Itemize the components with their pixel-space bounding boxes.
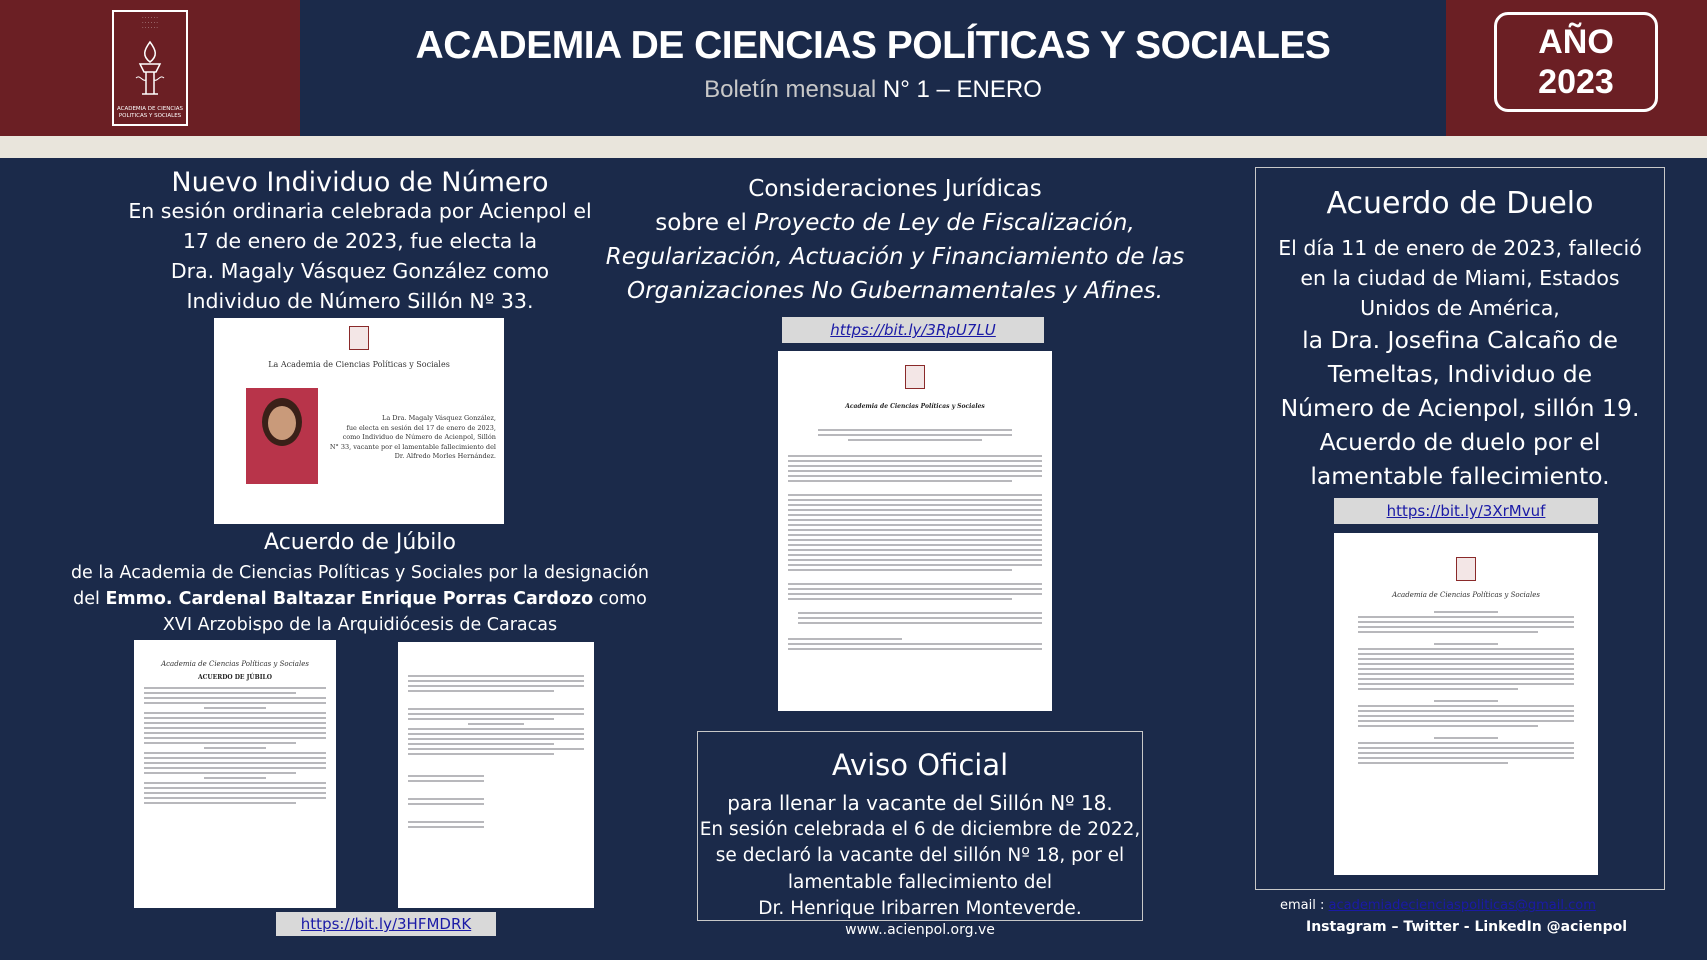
duelo-link[interactable]: https://bit.ly/3XrMvuf bbox=[1334, 498, 1598, 524]
crest-icon bbox=[1456, 557, 1476, 581]
nuevo-individuo-text: En sesión ordinaria celebrada por Acienpol el 17 de enero de 2023, fue electa la Dra. Magaly Vásquez González como Individuo de Número Sillón Nº 33. bbox=[128, 199, 592, 313]
duelo-title: Acuerdo de Duelo bbox=[1326, 186, 1594, 221]
jubilo-text: de la Academia de Ciencias Políticas y Sociales por la designación del Emmo. Cardenal Baltazar Enrique Porras Cardozo como XVI Arzobispo de la Arquidiócesis de Caracas bbox=[70, 563, 650, 635]
duelo-text-small: El día 11 de enero de 2023, falleció en la ciudad de Miami, Estados Unidos de América, bbox=[1278, 236, 1642, 320]
subtitle-number: N° 1 – bbox=[882, 76, 950, 103]
portrait-photo bbox=[246, 388, 318, 484]
aviso-title: Aviso Oficial bbox=[831, 748, 1009, 782]
divider-strip bbox=[0, 136, 1707, 158]
consideraciones-link[interactable]: https://bit.ly/3RpU7LU bbox=[782, 317, 1044, 343]
duelo-document: Academia de Ciencias Políticas y Sociales bbox=[1334, 533, 1598, 875]
duelo-text-large: la Dra. Josefina Calcaño de Temeltas, Individuo de Número de Acienpol, sillón 19. Acuerdo de duelo por el lamentable fallecimiento. bbox=[1280, 326, 1640, 490]
nuevo-individuo-card: La Academia de Ciencias Políticas y Sociales La Dra. Magaly Vásquez González, fue electa en sesión del 17 de enero de 2023, como Individuo de Número de Acienpol, Sillón N° 33, vacante por el lamentable fallecimiento del Dr. Alfredo Morles Hernández. bbox=[214, 318, 504, 524]
email-line bbox=[1280, 898, 1700, 913]
crest-icon bbox=[349, 326, 369, 350]
page-title: ACADEMIA DE CIENCIAS POLÍTICAS Y SOCIALES bbox=[415, 24, 1331, 67]
jubilo-document-page-1: Academia de Ciencias Políticas y Sociales ACUERDO DE JÚBILO bbox=[134, 640, 336, 908]
aviso-text: para llenar la vacante del Sillón Nº 18. En sesión celebrada el 6 de diciembre de 2022, se declaró la vacante del sillón Nº 18, por el lamentable fallecimiento del Dr. Henrique Iribarren Monteverde. bbox=[699, 791, 1141, 919]
subtitle-month: ENERO bbox=[956, 76, 1042, 103]
consideraciones-text: Consideraciones Jurídicas sobre el Proyecto de Ley de Fiscalización, Regularización, Actuación y Financiamiento de las Organizaciones No Gubernamentales y Afines. bbox=[605, 176, 1185, 304]
email-label: email : bbox=[1280, 898, 1325, 913]
crest-icon bbox=[905, 365, 925, 389]
social-handles: Instagram – Twitter - LinkedIn @acienpol bbox=[1306, 919, 1628, 935]
torch-icon bbox=[130, 38, 170, 100]
year-badge bbox=[1494, 12, 1658, 112]
logo-text: ACADEMIA DE CIENCIAS POLITICAS Y SOCIALES bbox=[116, 106, 184, 119]
year-value: 2023 bbox=[1538, 63, 1614, 101]
consideraciones-document: Academia de Ciencias Políticas y Sociales bbox=[778, 351, 1052, 711]
email-link[interactable]: academiadecienciaspoliticas@gmail.com bbox=[1328, 898, 1596, 913]
card-text: La Dra. Magaly Vásquez González, fue electa en sesión del 17 de enero de 2023, como Individuo de Número de Acienpol, Sillón N° 33, vacante por el lamentable fallecimiento del Dr. Alfredo Morles Hernández. bbox=[329, 414, 496, 460]
jubilo-document-page-2 bbox=[398, 642, 594, 908]
nuevo-individuo-title: Nuevo Individuo de Número bbox=[171, 167, 549, 198]
jubilo-link[interactable]: https://bit.ly/3HFMDRK bbox=[276, 912, 496, 936]
website-link[interactable]: www..acienpol.org.ve bbox=[845, 922, 995, 938]
bulletin-subtitle bbox=[300, 76, 1446, 104]
jubilo-title: Acuerdo de Júbilo bbox=[264, 530, 456, 555]
subtitle-prefix: Boletín mensual bbox=[704, 76, 877, 103]
year-label: AÑO bbox=[1538, 23, 1614, 61]
academy-logo: · · · · · · · · · · · · · · · · · · ACADEMIA DE CIENCIAS POLITICAS Y SOCIALES bbox=[112, 10, 188, 126]
header-center-panel bbox=[300, 0, 1446, 136]
